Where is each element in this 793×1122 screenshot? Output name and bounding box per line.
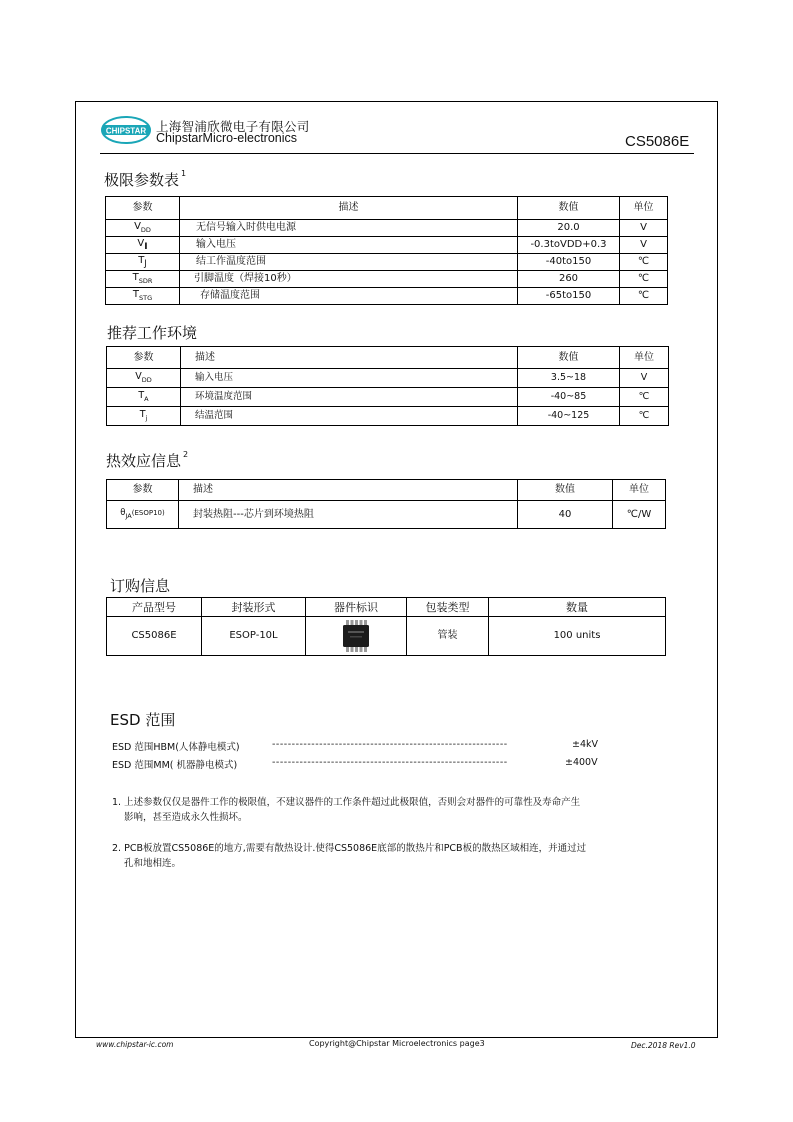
esd-mm-leader: ------------------------------------------------------------ [272,757,508,768]
table-row [107,407,669,426]
esd-title: ESD 范围 [110,711,176,729]
esd-hbm-leader: ------------------------------------------------------------ [272,739,508,750]
footer-website[interactable]: www.chipstar-ic.com [96,1040,174,1049]
param-value: -0.3toVDD+0.3 [518,237,620,254]
header-desc: 描述 [179,480,518,501]
recommended-table [106,346,669,426]
recommended-title: 推荐工作环境 [107,324,198,342]
table-header-row [107,598,666,617]
quantity-cell: 100 units [489,617,666,656]
packing-cell: 管装 [407,617,489,656]
header-unit: 单位 [620,197,668,220]
param-value: 260 [518,271,620,288]
abs-max-table [105,196,668,305]
param-unit: ℃ [620,271,668,288]
esd-hbm-label: ESD 范围HBM(人体静电模式) [112,742,240,753]
table-row [106,237,668,254]
header-unit: 单位 [613,480,666,501]
table-row [107,369,669,388]
header-value: 数值 [518,197,620,220]
param-symbol: $T_{SDR}$ [106,271,180,288]
company-name-en: ChipstarMicro-electronics [156,131,298,145]
note-2: 2. PCB板放置CS5086E的地方,需要有散热设计.使得CS5086E底部的散热片和PCB板的散热区域相连，并通过过 孔和地相连。 [112,843,587,869]
table-row [106,288,668,305]
marking-cell [306,617,407,656]
header-value: 数值 [518,347,620,369]
param-desc: 存储温度范围 [180,288,518,305]
param-value: -65to150 [518,288,620,305]
param-symbol: VI [106,237,180,254]
header-quantity: 数量 [489,598,666,617]
param-desc: 环境温度范围 [181,388,518,407]
header-model: 产品型号 [107,598,202,617]
param-unit: ℃ [620,288,668,305]
param-desc: 输入电压 [181,369,518,388]
note-1: 1. 上述参数仅仅是器件工作的极限值，不建议器件的工作条件超过此极限值，否则会对器件的可靠性及寿命产生 影响，甚至造成永久性损坏。 [112,797,581,823]
logo-text: CHIPSTAR [105,126,147,136]
esd-hbm-value: ±4kV [572,739,599,750]
table-row [107,501,666,529]
footer-revision: Dec.2018 Rev1.0 [631,1041,696,1050]
param-value: -40~125 [518,407,620,426]
param-symbol: $T_{STG}$ [106,288,180,305]
param-desc: 无信号输入时供电电源 [180,220,518,237]
param-value: -40~85 [518,388,620,407]
chipstar-logo [100,115,152,145]
param-unit: ℃ [620,388,669,407]
param-symbol: $T_J$ [106,254,180,271]
table-header-row [107,347,669,369]
param-desc: 输入电压 [180,237,518,254]
package-cell: ESOP-10L [202,617,306,656]
header-unit: 单位 [620,347,669,369]
param-symbol: $V_{DD}$ [107,369,181,388]
table-row [107,617,666,656]
table-header-row [107,480,666,501]
thermal-title: 热效应信息 $^2$ [106,450,189,470]
abs-max-footnote-ref: 1 [181,169,187,178]
param-symbol: $T_A$ [107,388,181,407]
part-number: CS5086E [625,133,690,150]
company-name-cn: 上海智浦欣微电子有限公司 [156,119,310,134]
param-symbol: $V_{DD}$ [106,220,180,237]
header-divider [100,153,694,154]
header-param: 参数 [107,347,181,369]
header-desc: 描述 [181,347,518,369]
param-value: 20.0 [518,220,620,237]
chip-marking-icon [343,620,369,652]
esd-mm-value: ±400V [565,757,598,768]
param-value: -40to150 [518,254,620,271]
header-value: 数值 [518,480,613,501]
esd-mm-label: ESD 范围MM( 机器静电模式) [112,760,238,771]
model-cell: CS5086E [107,617,202,656]
footer-copyright: Copyright@Chipstar Microelectronics page3 [309,1039,485,1048]
param-unit: V [620,220,668,237]
param-unit: V [620,237,668,254]
table-header-row [106,197,668,220]
header-param: 参数 [107,480,179,501]
param-value: 40 [518,501,613,529]
param-desc: 引脚温度（焊接10秒） [180,271,518,288]
param-unit: ℃ [620,407,669,426]
header-package: 封装形式 [202,598,306,617]
table-row [106,271,668,288]
abs-max-title: 极限参数表 $^1$ [104,169,187,189]
header-marking: 器件标识 [306,598,407,617]
param-value: 3.5~18 [518,369,620,388]
ordering-title: 订购信息 [110,577,171,595]
param-unit: V [620,369,669,388]
param-unit: ℃ [620,254,668,271]
param-desc: 结温范围 [181,407,518,426]
header-desc: 描述 [180,197,518,220]
ordering-table [106,597,666,656]
thermal-table [106,479,666,529]
thermal-footnote-ref: 2 [183,450,189,459]
param-unit: ℃/W [613,501,666,529]
param-desc: 封装热阻---芯片到环境热阻 [179,501,518,529]
header-param: 参数 [106,197,180,220]
table-row [106,220,668,237]
param-symbol: $\theta_{JA}(ESOP10)$ [107,501,179,529]
header-packing: 包装类型 [407,598,489,617]
param-symbol: $T_j$ [107,407,181,426]
table-row [106,254,668,271]
param-desc: 结工作温度范围 [180,254,518,271]
table-row [107,388,669,407]
